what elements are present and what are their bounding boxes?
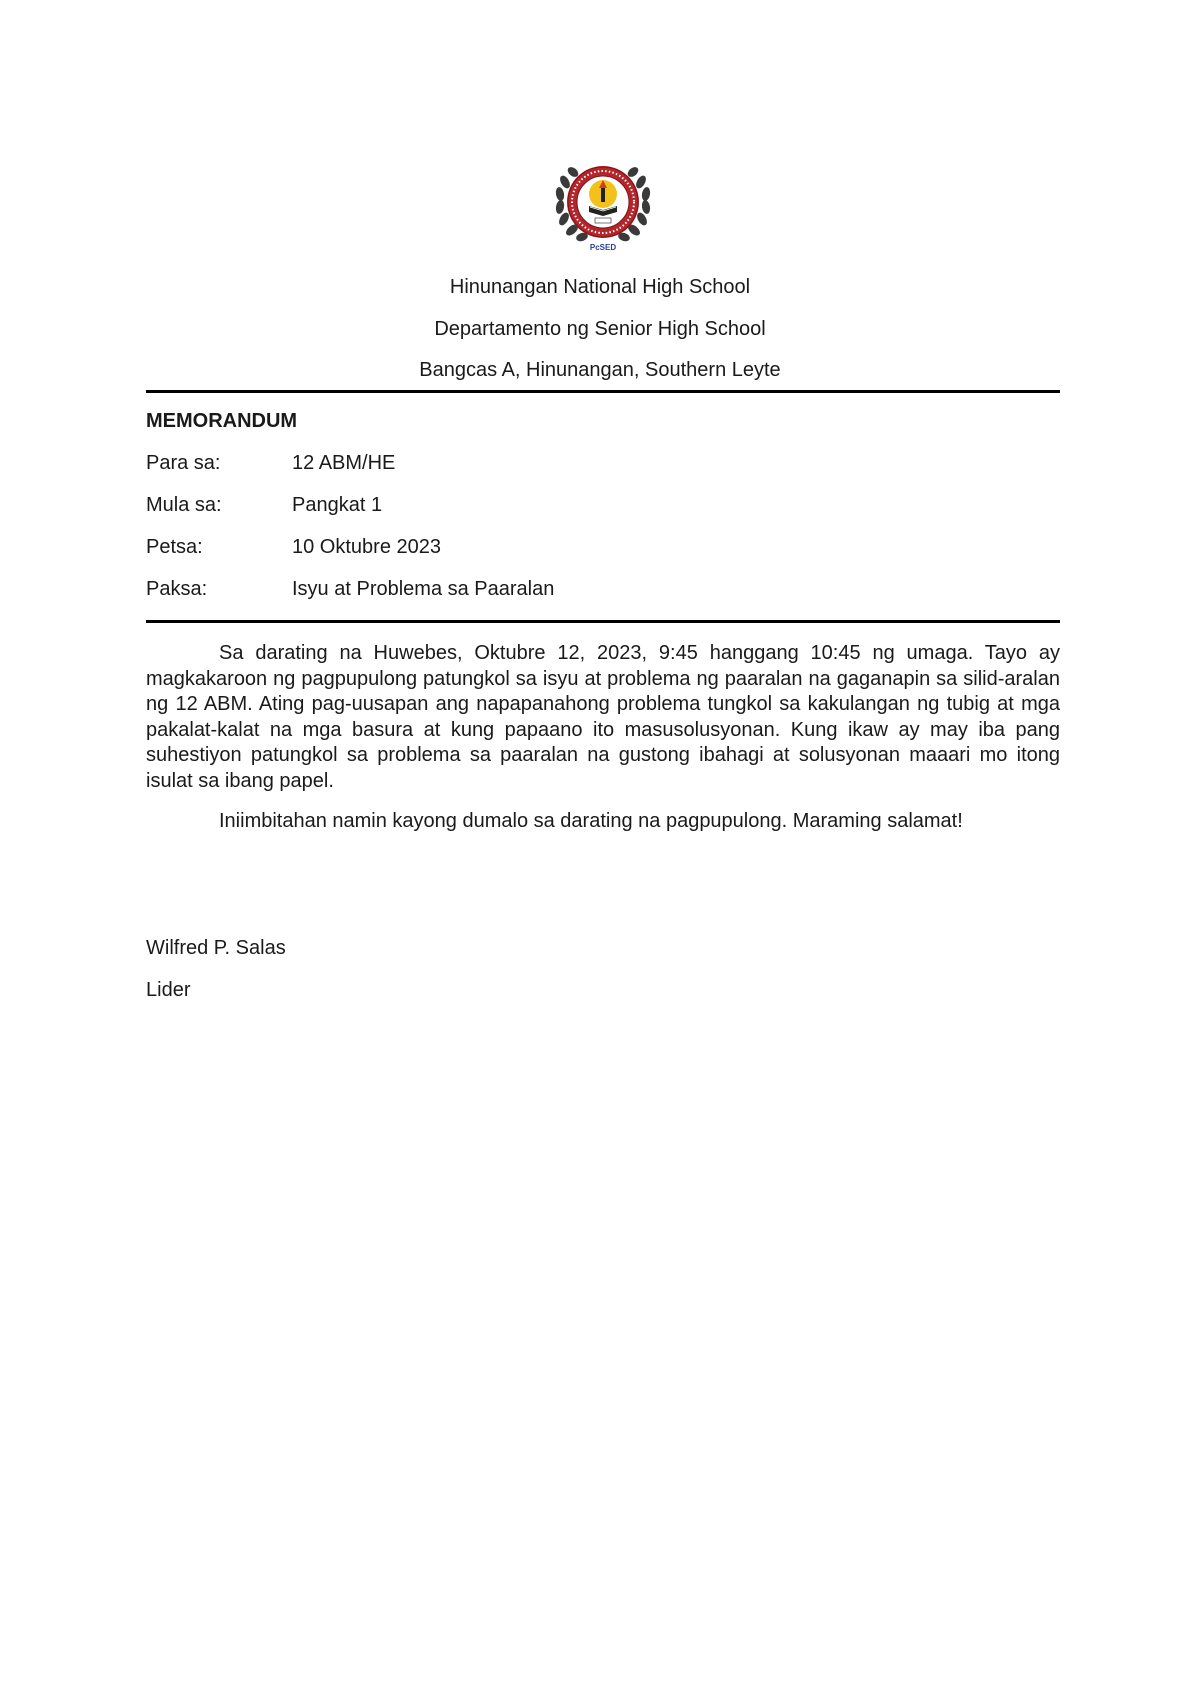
department-name: Departamento ng Senior High School [434, 318, 766, 340]
memo-divider [146, 620, 1060, 623]
field-label: Petsa: [146, 536, 203, 558]
field-value: 12 ABM/HE [292, 452, 396, 474]
field-row-petsa [146, 535, 1060, 561]
field-label: Mula sa: [146, 494, 222, 516]
field-row-paksa [146, 577, 1060, 603]
signatory-title: Lider [146, 979, 191, 1001]
school-address: Bangcas A, Hinunangan, Southern Leyte [419, 359, 781, 381]
body-paragraph: Sa darating na Huwebes, Oktubre 12, 2023, 9:45 hanggang 10:45 ng umaga. Tayo ay magkakaroon ng pagpupulong patungkol sa isyu at problema ng paaralan na gaganapin sa silid-aralan ng 12 ABM. Ating pag-uusapan ang napapanahong problema tungkol sa kakulangan ng tubig at mga pakalat-kalat na mga basura at kung papaano ito masusolusyonan. Kung ikaw ay may iba pang suhestiyon patungkol sa problema sa paaralan na gustong ibahagi at solusyonan maaari mo itong isulat sa ibang papel. [146, 642, 1060, 792]
field-label: Paksa: [146, 578, 208, 600]
field-row-para-sa [146, 451, 1060, 477]
school-name: Hinunangan National High School [449, 276, 751, 298]
memo-title: MEMORANDUM [146, 410, 298, 432]
school-seal-icon [553, 152, 653, 252]
signatory-name: Wilfred P. Salas [146, 937, 286, 959]
seal-label: PcSED [589, 243, 617, 252]
school-seal-logo [553, 152, 653, 252]
header-divider [146, 390, 1060, 393]
field-row-mula-sa [146, 493, 1060, 519]
field-label: Para sa: [146, 452, 221, 474]
field-value: Pangkat 1 [292, 494, 383, 516]
closing-paragraph: Iniimbitahan namin kayong dumalo sa darating na pagpupulong. Maraming salamat! [219, 810, 963, 832]
field-value: 10 Oktubre 2023 [292, 536, 441, 558]
field-value: Isyu at Problema sa Paaralan [292, 578, 555, 600]
